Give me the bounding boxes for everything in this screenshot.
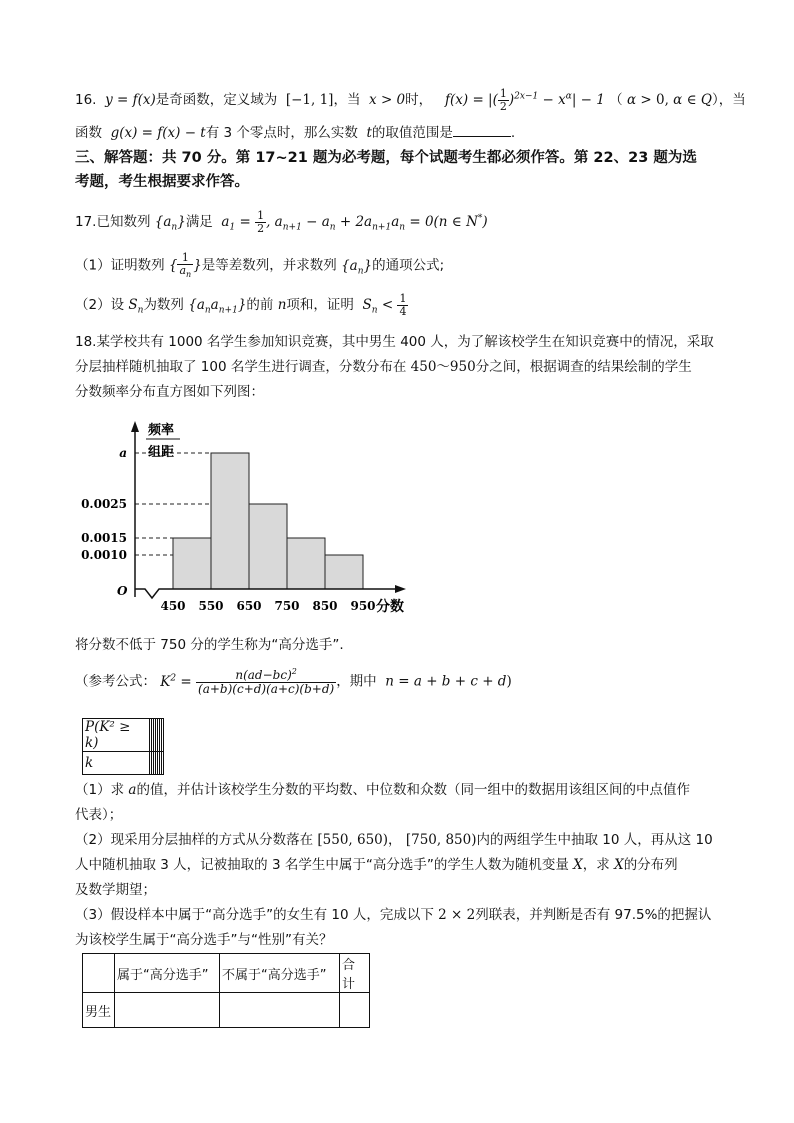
x-tick-label: 450	[160, 599, 186, 613]
x-axis-arrow	[395, 585, 406, 593]
contingency-cell	[115, 993, 220, 1028]
histogram-bar	[287, 538, 325, 589]
q16-domain: [−1, 1]	[281, 92, 334, 109]
contingency-header-cell: 合计	[340, 954, 370, 993]
q16-text3: 时，	[405, 92, 433, 109]
x-tick-label: 650	[236, 599, 262, 613]
q18-part2-line1: （2）现采用分层抽样的方式从分数落在 [550, 650)， [750, 850)内的两组学生中抽取 10 人，再从这 10	[75, 832, 713, 848]
q18-line2: 分层抽样随机抽取了 100 名学生进行调查，分数分布在 450～950分之间，根据调查的结果绘制的学生	[75, 359, 692, 375]
q16-text5: 函数	[75, 125, 102, 141]
q18-part1-line1: （1）求 a的值，并估计该校学生分数的平均数、中位数和众数（同一组中的数据用该组区间的中点值作	[75, 782, 690, 798]
y-axis-label-bottom: 组距	[148, 445, 175, 460]
q16-line1: 16. y = f(x)是奇函数，定义域为 [−1, 1]，当 x > 0时， f(x) = |( $\frac{1}{2}$ )$^{2x-1} - x^\alpha| - 1$ （ α > 0, α ∈ Q），当	[75, 87, 746, 113]
section3-line1: 三、解答题：共 70 分。第 17~21 题为必考题，每个试题考生都必须作答。第 22、23 题为选	[75, 150, 697, 166]
formula-fraction: $\frac{n(ad-bc)^2}{(a+b)(c+d)(a+c)(b+d)}$	[198, 667, 335, 696]
q16-text6: 有 3 个零点时，那么实数	[205, 125, 358, 141]
q16-t: t	[362, 125, 372, 141]
frequency-histogram	[81, 418, 420, 618]
q16-fx: f(x) = |(	[436, 92, 498, 109]
q17-seq: $\{a_n\}$	[154, 214, 186, 233]
y-axis-arrow	[131, 421, 139, 432]
section3-line2: 考题，考生根据要求作答。	[75, 174, 249, 190]
q18-part3-line1: （3）假设样本中属于“高分选手”的女生有 10 人，完成以下 2 × 2列联表，并判断是否有 97.5%的把握认	[75, 907, 712, 923]
x-tick-label: 750	[274, 599, 300, 613]
q17-cond: $a_1$ =	[217, 214, 256, 233]
q17-part2: （2）设 $S_n$为数列 $\{a_na_{n+1}\}$的前 n项和，证明 $S_n$ < $\frac{1}{4}$	[75, 292, 407, 318]
q16-text7: 的取值范围是	[371, 125, 453, 141]
q16-text1: 是奇函数，定义域为	[155, 92, 278, 109]
x-tick-label: 850	[312, 599, 338, 613]
contingency-header-row	[83, 954, 370, 993]
q17-part1: （1）证明数列 { $\frac{1}{a_n}$ }是等差数列，并求数列 $\{a_n\}$的通项公式;	[75, 251, 445, 279]
k-critical-table	[82, 718, 164, 775]
k-table-p-label: P(K² ≥ k)	[83, 719, 150, 752]
q17-line1: 17.已知数列 $\{a_n\}$满足 $a_1$ = $\frac{1}{2}$ , $a_{n+1} - a_n + 2a_{n+1}a_n = 0(n$ ∈ N*)	[75, 209, 488, 235]
y-tick-label: 0.0025	[81, 497, 127, 511]
q17-recip-seq: {	[168, 257, 178, 274]
q16-math-f: y = f(x)	[100, 92, 156, 109]
q18-part1-line2: 代表）；	[75, 807, 123, 823]
x-tick-label: 950	[350, 599, 376, 613]
q16-half: $\frac{1}{2}$	[499, 87, 507, 113]
contingency-header-cell	[83, 954, 115, 993]
contingency-cell: 男生	[83, 993, 115, 1028]
q18-formula: （参考公式： $K^2$ = $\frac{n(ad-bc)^2}{(a+b)(c+d)(a+c)(b+d)}$ ，期中 n = a + b + c + d)	[75, 667, 512, 696]
q16-alpha: （ α > 0, α ∈ Q）	[609, 92, 719, 109]
q16-line2: 函数 g(x) = f(x) − t有 3 个零点时，那么实数 t的取值范围是 .	[75, 125, 516, 141]
histogram-bar	[173, 538, 211, 589]
origin-label: O	[117, 584, 128, 598]
x-axis	[135, 589, 395, 598]
answer-blank	[453, 124, 511, 137]
y-tick-label: 0.0010	[81, 548, 127, 562]
q16-text4: ，当	[718, 92, 746, 109]
q16-cond: x > 0	[364, 92, 406, 109]
contingency-row	[83, 993, 370, 1028]
q18-part3-line2: 为该校学生属于“高分选手”与“性别”有关？	[75, 932, 333, 948]
formula-k2: $K^2$ =	[160, 673, 197, 690]
q16-text2: ，当	[333, 92, 361, 109]
k-table-k-label: k	[83, 752, 150, 775]
y-tick-label: a	[119, 446, 127, 460]
histogram-bar	[211, 453, 249, 589]
contingency-cell	[220, 993, 340, 1028]
q16-gx: g(x) = f(x) − t	[106, 125, 206, 141]
y-tick-label: 0.0015	[81, 531, 127, 545]
x-axis-label: 分数	[376, 599, 404, 615]
y-axis-label-top: 频率	[148, 423, 175, 438]
x-tick-label: 550	[198, 599, 224, 613]
q18-define: 将分数不低于 750 分的学生称为“高分选手”.	[75, 637, 344, 653]
q18-part2-line2: 人中随机抽取 3 人，记被抽取的 3 名学生中属于“高分选手”的学生人数为随机变量 X，求 X的分布列	[75, 857, 678, 873]
contingency-header-cell: 属于“高分选手”	[115, 954, 220, 993]
q17-intro: 17.已知数列	[75, 214, 151, 231]
q16-number: 16.	[75, 92, 97, 109]
contingency-table	[82, 953, 370, 1028]
histogram-bar	[249, 504, 287, 589]
q17-half: $\frac{1}{2}$	[257, 209, 265, 235]
contingency-cell	[340, 993, 370, 1028]
q18-line1: 18.某学校共有 1000 名学生参加知识竞赛，其中男生 400 人，为了解该校学生在知识竞赛中的情况，采取	[75, 334, 714, 350]
histogram-bar	[325, 555, 363, 589]
q18-line3: 分数频率分布直方图如下列图：	[75, 384, 264, 400]
contingency-header-cell: 不属于“高分选手”	[220, 954, 340, 993]
q18-part2-line3: 及数学期望；	[75, 882, 156, 898]
